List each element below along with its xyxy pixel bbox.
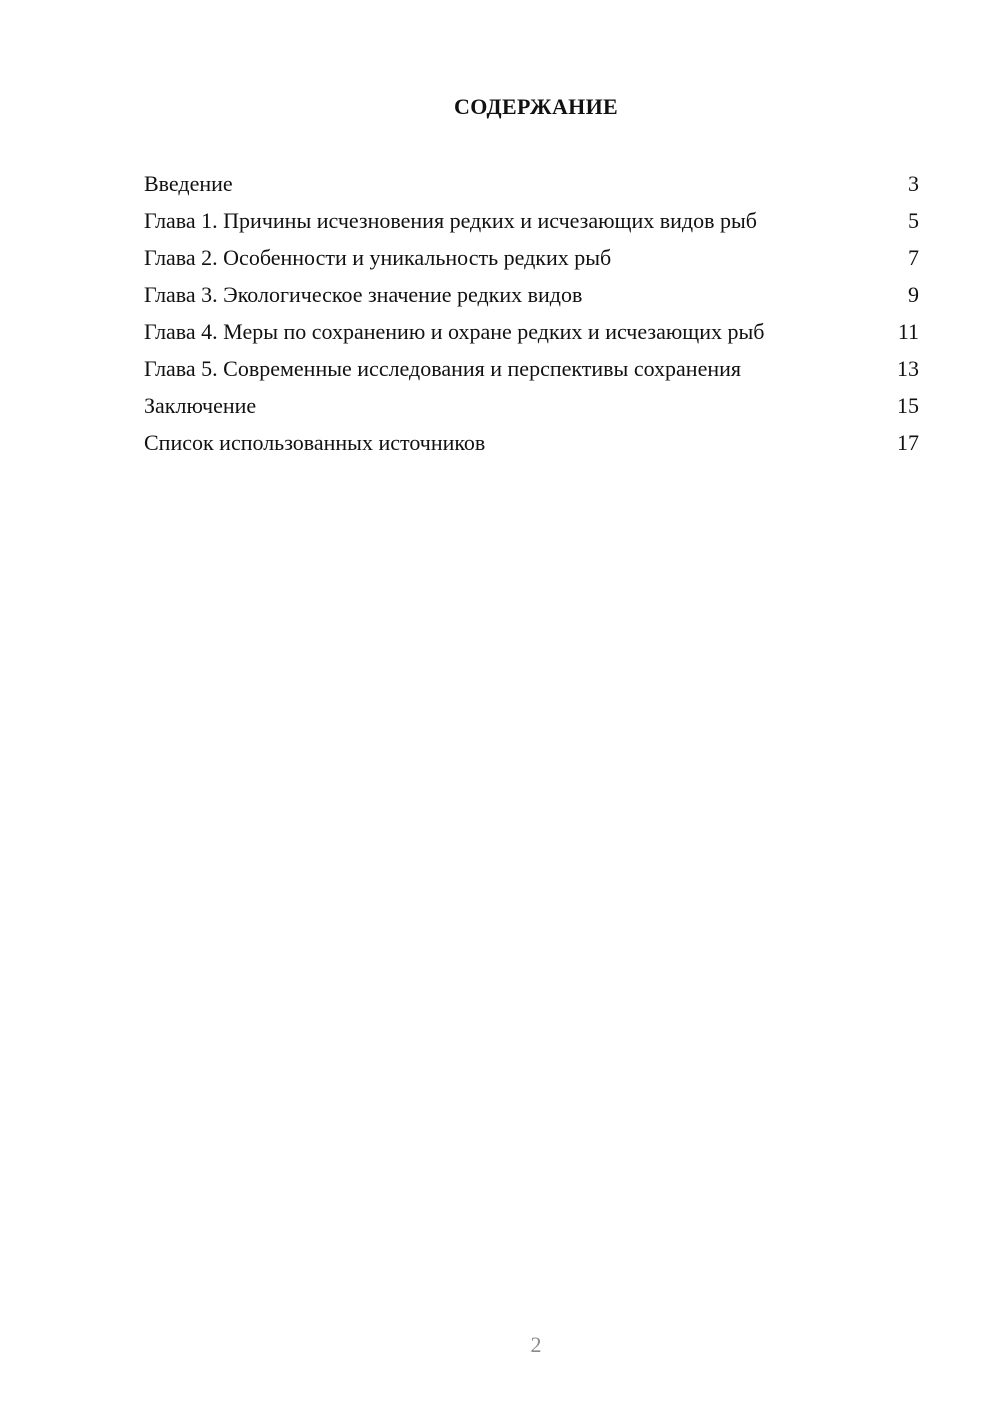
toc-entry-label: Список использованных источников: [144, 430, 486, 455]
toc-entry-label: Глава 1. Причины исчезновения редких и исчезающих видов рыб: [144, 208, 757, 233]
toc-entry-page: 7: [908, 245, 919, 270]
toc-entry-label: Глава 4. Меры по сохранению и охране редких и исчезающих рыб: [144, 319, 765, 344]
toc-entry-label: Глава 3. Экологическое значение редких видов: [144, 282, 583, 307]
toc-entry-page: 3: [908, 171, 919, 196]
toc-entry-page: 15: [897, 393, 919, 418]
toc-entry-page: 11: [897, 319, 919, 344]
toc-entry-label: Глава 2. Особенности и уникальность редких рыб: [144, 245, 612, 270]
toc-entry-chapter-2[interactable]: [144, 244, 919, 271]
toc-heading: СОДЕРЖАНИЕ: [454, 94, 618, 119]
toc-entry-chapter-3[interactable]: [144, 281, 919, 308]
toc-entry-conclusion[interactable]: [144, 392, 919, 419]
toc-entry-page: 13: [897, 356, 919, 381]
toc-entry-chapter-5[interactable]: [144, 355, 919, 382]
page-number: 2: [530, 1332, 542, 1357]
toc-entry-label: Заключение: [144, 393, 257, 418]
toc-entry-chapter-4[interactable]: [144, 318, 919, 345]
toc-entry-page: 9: [908, 282, 919, 307]
toc-entry-chapter-1[interactable]: [144, 207, 919, 234]
toc-entry-introduction[interactable]: [144, 170, 919, 197]
toc-entry-page: 17: [897, 430, 919, 455]
toc-entry-label: Глава 5. Современные исследования и перспективы сохранения: [144, 356, 742, 381]
table-of-contents: [144, 170, 919, 466]
toc-entry-page: 5: [908, 208, 919, 233]
toc-entry-references[interactable]: [144, 429, 919, 456]
toc-entry-label: Введение: [144, 171, 233, 196]
